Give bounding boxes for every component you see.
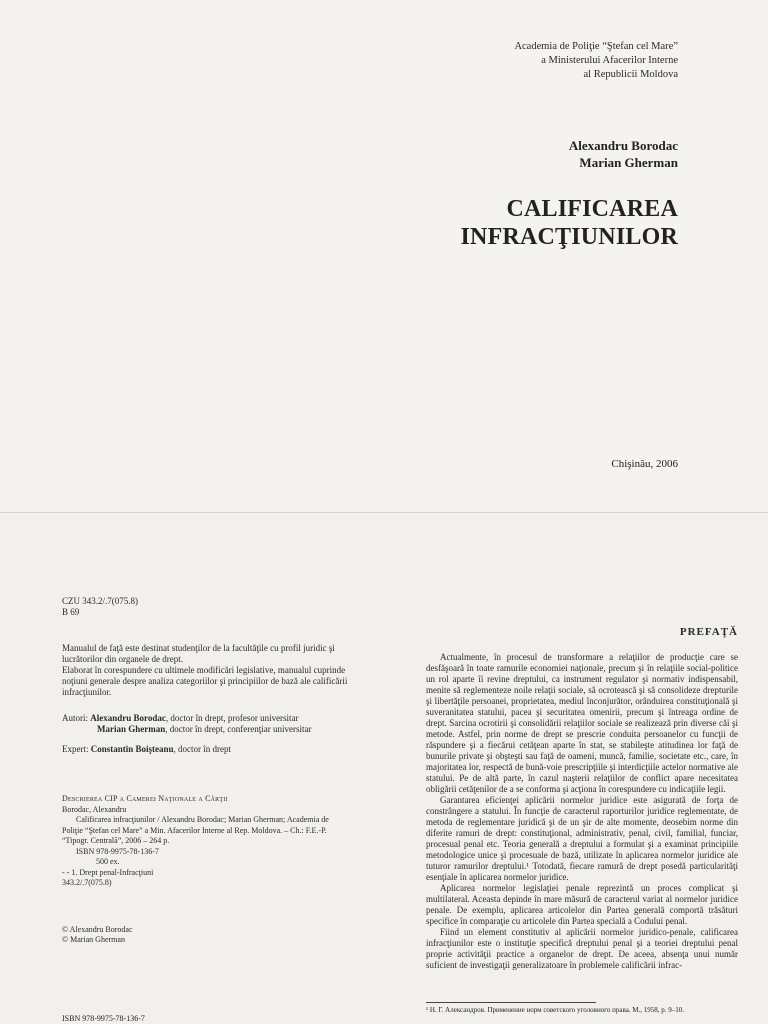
description-text: Manualul de faţă este destinat studenţilor de la facultăţile cu profil juridic şi lucrătorilor din organele de drept. xyxy=(62,643,335,664)
preface-paragraph: Fiind un element constitutiv al aplicării normelor juridico-penale, calificarea infracţiunilor este o instituţie specifică dreptului penal şi a teoriei dreptului penal proprie activităţii practice a organelor de drept. De aceea, absenţa unui număr suficient de investigaţii generalizatoare în problemele calificării infrac- xyxy=(426,927,738,970)
cip-subject: - - 1. Drept penal-Infracţiuni xyxy=(62,867,154,877)
preface-paragraph: Actualmente, în procesul de transformare a relaţiilor de producţie care se desfăşoară în toate ramurile economiei naţionale, precum şi în relaţiile social-politice un rol aparte îi revine dreptului, ca instrument regulator şi normativ indispensabil, menite să reglementeze noile relaţii sociale, să ocrotească şi să consolideze drepturile şi libertăţile persoanei, proprietatea, mediul înconjurător, orânduirea constituţională şi suveranitatea statului, pacea şi securitatea omenirii, precum şi întreaga ordine de drept. Sarcina ocrotirii şi consolidării relaţiilor sociale se realizează prin diverse căi şi metode. Astfel, prin norme de drept se prescrie conduita persoanelor cu funcţii de răspundere şi a fiecărui cetăţean aparte în stat, se stabileşte atitudinea lor faţă de bunurile private şi obşteşti sau faţă de oameni, muncă, familie, societate etc., care, în majoritatea lor, respectă de bună-voie prescripţiile şi interdicţiile actelor normative ale statului. Pe de altă parte, în cazul naşterii relaţiilor de conflict apare necesitatea obligării cetăţenilor de a se conforma şi acţiona în corespundere cu indicaţiile legii. xyxy=(426,652,738,794)
author-credit-2 xyxy=(62,724,362,735)
expert-name: Constantin Boişteanu xyxy=(90,744,174,754)
cip-line: Calificarea infracţiunilor / Alexandru Borodac; Marian Gherman; Academia de xyxy=(76,815,329,824)
cip-author: Borodac, Alexandru xyxy=(62,804,127,814)
authors-block xyxy=(569,137,678,171)
author-name: Alexandru Borodac xyxy=(568,138,678,153)
cip-heading: Descrierea CIP a Camerei Naţionale a Cărţii xyxy=(62,794,228,803)
credit-author-role: , doctor în drept, conferenţiar universitar xyxy=(165,724,312,734)
title-line: INFRACŢIUNILOR xyxy=(460,224,678,250)
preface-paragraph: Garantarea eficienţei aplicării normelor juridice este asigurată de forţa de constrângere a statului. În funcţie de caracterul raporturilor juridice reglementate, de metoda de reglementare juridică şi de un şir de alte momente, deosebim norme din diferite ramuri de drept: constituţional, administrativ, penal, civil, familial, funciar, procesual penal etc. Teoria generală a dreptului a formulat şi a examinat principiile metodologice unice şi procesuale de bază, utilizate în aplicarea normelor juridice ale tuturor ramurilor dreptului.¹ Totodată, fiecare ramură de drept posedă particularităţi esenţiale în aplicarea normelor juridice. xyxy=(426,795,738,882)
title-line: CALIFICAREA xyxy=(506,196,678,222)
copyright-line: © Marian Gherman xyxy=(62,934,125,944)
authors-label: Autori: xyxy=(62,713,88,723)
preface-paragraph: Aplicarea normelor legislaţiei penale reprezintă un proces complicat şi multilateral. Aceasta depinde în mare măsură de caracterul variat al normelor juridice penale. De exemplu, aplicarea articolelor din Partea generală comportă trăsături specifice în comparaţie cu articolele din Partea specială a Codului penal. xyxy=(426,883,738,926)
cip-line: “Tipogr. Centrală”, 2006 – 264 p. xyxy=(62,836,170,845)
page-fold-divider xyxy=(0,512,768,513)
expert-role: , doctor în drept xyxy=(173,744,232,754)
cip-line: Poliţie “Ştefan cel Mare” a Min. Afacerilor Interne al Rep. Moldova. – Ch.: F.E.-P. xyxy=(62,825,327,835)
credit-author-role: , doctor în drept, profesor universitar xyxy=(165,713,299,723)
author-name: Marian Gherman xyxy=(579,155,678,170)
cip-isbn: ISBN 978-9975-78-136-7 xyxy=(76,846,159,856)
udc-code: CZU 343.2/.7(075.8) xyxy=(62,596,138,606)
isbn-bottom: ISBN 978-9975-78-136-7 xyxy=(62,1014,145,1023)
authors-credits xyxy=(62,713,362,735)
expert-credit xyxy=(62,744,362,755)
cip-block xyxy=(62,794,362,889)
book-title xyxy=(461,195,679,251)
credit-author-name: Alexandru Borodac xyxy=(90,713,166,723)
credit-author-name: Marian Gherman xyxy=(97,724,166,734)
footnote-rule xyxy=(426,1002,596,1003)
bbk-code: B 69 xyxy=(62,607,80,617)
preface-column xyxy=(426,627,738,971)
cip-code: 343.2/.7(075.8) xyxy=(62,878,112,887)
copyright-block xyxy=(62,925,362,945)
elaboration-text: Elaborat în corespundere cu ultimele modificări legislative, manualul cuprinde noţiuni generale despre analiza categoriilor şi principiilor de bază ale calificării infracţiunilor. xyxy=(62,665,348,697)
imprint-column xyxy=(62,596,362,945)
footnote: ¹ Н. Г. Александров. Применение норм советского уголовного права. М., 1958, p. 9–10. xyxy=(426,1006,685,1014)
institution-line: Academia de Poliţie “Ştefan cel Mare” xyxy=(514,41,678,52)
expert-label: Expert: xyxy=(62,744,89,754)
institution-line: al Republicii Moldova xyxy=(583,69,678,80)
cip-copies: 500 ex. xyxy=(96,857,120,866)
author-credit-1 xyxy=(62,713,362,724)
institution-line: a Ministerului Afacerilor Interne xyxy=(541,55,678,66)
copyright-line: © Alexandru Borodac xyxy=(62,924,133,934)
description-block xyxy=(62,643,362,698)
institution-block xyxy=(514,40,678,82)
place-year: Chişinău, 2006 xyxy=(611,458,678,470)
preface-heading: PREFAŢĂ xyxy=(679,626,738,638)
